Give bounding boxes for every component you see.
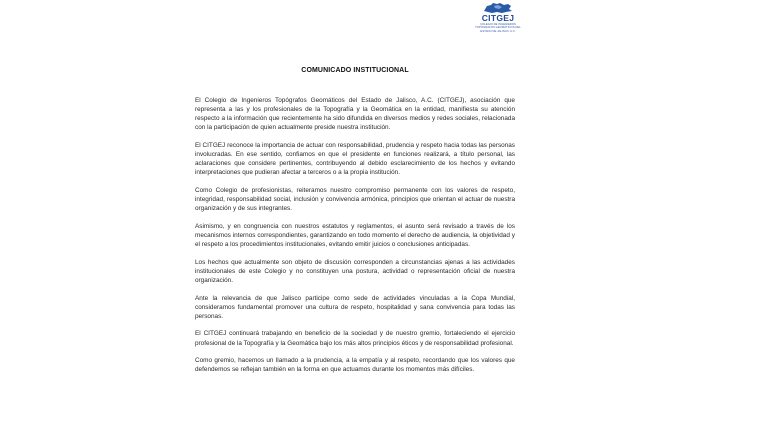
document-title: COMUNICADO INSTITUCIONAL [301, 67, 409, 74]
paragraph-2: El CITGEJ reconoce la importancia de actuar con responsabilidad, prudencia y respeto hacia todas las personas involucradas. En ese sentido, confiamos en que el presidente en funciones realizará, a título personal, las aclaraciones que considere pertinentes, contribuyendo al debido esclarecimiento de los hechos y evitando interpretaciones que pudieran afectar a terceros o a la propia institución. [195, 141, 515, 177]
document-body [195, 96, 515, 383]
logo-name: CITGEJ [481, 13, 515, 23]
paragraph-8: Como gremio, hacemos un llamado a la prudencia, a la empatía y al respeto, recordando que los valores que defendemos se reflejan también en la forma en que actuamos durante los momentos más difíciles. [195, 357, 515, 374]
paragraph-4: Asimismo, y en congruencia con nuestros estatutos y reglamentos, el asunto será revisado a través de los mecanismos internos correspondientes, garantizando en todo momento el derecho de audiencia, la objetividad y el respeto a los procedimientos institucionales, evitando emitir juicios o conclusiones anticipadas. [195, 222, 515, 248]
citgej-logo [474, 2, 522, 36]
paragraph-3: Como Colegio de profesionistas, reiteramos nuestro compromiso permanente con los valores de respeto, integridad, responsabilidad social, inclusión y convivencia armónica, principios que orientan el actuar de nuestra organización y de sus integrantes. [195, 186, 515, 213]
logo-subtitle: COLEGIO DE INGENIEROS TOPÓGRAFOS GEOMÁTICOS DEL ESTADO DE JALISCO, A.C. [475, 22, 521, 33]
paragraph-6: Ante la relevancia de que Jalisco participe como sede de actividades vinculadas a la Copa Mundial, consideramos fundamental promover una cultura de respeto, hospitalidad y sana convivencia para todas las personas. [195, 294, 515, 320]
paragraph-1: El Colegio de Ingenieros Topógrafos Geomáticos del Estado de Jalisco, A.C. (CITGEJ), asociación que representa a las y los profesionales de la Topografía y la Geomática en la entidad, manifiesta su atención respecto a la información que recientemente ha sido difundida en diversos medios y redes sociales, relacionada con la participación de quien actualmente preside nuestra institución. [195, 97, 515, 132]
paragraph-7: El CITGEJ continuará trabajando en beneficio de la sociedad y de nuestro gremio, fortaleciendo el ejercicio profesional de la Topografía y la Geomática bajo los más altos principios éticos y de responsabilidad profesional. [195, 330, 515, 347]
paragraph-5: Los hechos que actualmente son objeto de discusión corresponden a circunstancias ajenas a las actividades institucionales de este Colegio y no constituyen una postura, actividad o representación oficial de nuestra organización. [195, 258, 515, 284]
